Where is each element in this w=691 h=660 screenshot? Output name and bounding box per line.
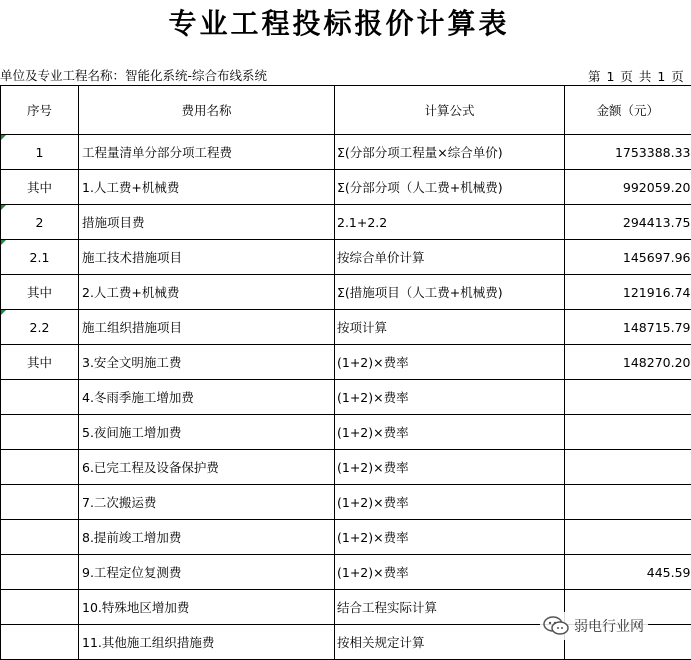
cell-no: 1 xyxy=(1,135,79,170)
cell-no: 其中 xyxy=(1,345,79,380)
table-row xyxy=(1,520,691,555)
cell-no: 其中 xyxy=(1,170,79,205)
cell-formula: (1+2)×费率 xyxy=(335,555,565,590)
cell-name: 9.工程定位复测费 xyxy=(79,555,335,590)
cell-name: 2.人工费+机械费 xyxy=(79,275,335,310)
cell-amount: 1753388.33 xyxy=(565,135,691,170)
table-row xyxy=(1,485,691,520)
cell-no xyxy=(1,625,79,660)
cell-formula: (1+2)×费率 xyxy=(335,415,565,450)
watermark-text: 弱电行业网 xyxy=(574,619,644,635)
table-row xyxy=(1,310,691,345)
cell-no xyxy=(1,485,79,520)
cell-name: 施工组织措施项目 xyxy=(79,310,335,345)
table-row xyxy=(1,205,691,240)
cell-no: 2.2 xyxy=(1,310,79,345)
cell-name: 5.夜间施工增加费 xyxy=(79,415,335,450)
table-row xyxy=(1,170,691,205)
cell-no: 2 xyxy=(1,205,79,240)
table-row xyxy=(1,415,691,450)
cell-no: 其中 xyxy=(1,275,79,310)
cell-formula: 2.1+2.2 xyxy=(335,205,565,240)
cell-name: 7.二次搬运费 xyxy=(79,485,335,520)
cell-no xyxy=(1,450,79,485)
cell-formula: Σ(分部分项工程量×综合单价) xyxy=(335,135,565,170)
cell-no xyxy=(1,555,79,590)
cell-amount: 445.59 xyxy=(565,555,691,590)
cell-name: 10.特殊地区增加费 xyxy=(79,590,335,625)
wechat-icon xyxy=(542,615,570,637)
table-row xyxy=(1,275,691,310)
cell-amount: 121916.74 xyxy=(565,275,691,310)
cell-amount: 145697.96 xyxy=(565,240,691,275)
cell-amount xyxy=(565,485,691,520)
cell-no: 2.1 xyxy=(1,240,79,275)
cell-formula: (1+2)×费率 xyxy=(335,345,565,380)
cell-formula: Σ(分部分项（人工费+机械费) xyxy=(335,170,565,205)
header-cell-name: 费用名称 xyxy=(79,86,335,135)
cell-name: 施工技术措施项目 xyxy=(79,240,335,275)
cell-formula: (1+2)×费率 xyxy=(335,380,565,415)
cell-formula: (1+2)×费率 xyxy=(335,520,565,555)
cell-formula: 按项计算 xyxy=(335,310,565,345)
header-cell-no: 序号 xyxy=(1,86,79,135)
cell-comment-marker xyxy=(1,205,6,210)
cell-name: 4.冬雨季施工增加费 xyxy=(79,380,335,415)
cell-amount: 148270.20 xyxy=(565,345,691,380)
cell-formula: 按综合单价计算 xyxy=(335,240,565,275)
cell-no xyxy=(1,415,79,450)
project-name: 单位及专业工程名称：智能化系统-综合布线系统 xyxy=(0,68,268,83)
cell-name: 11.其他施工组织措施费 xyxy=(79,625,335,660)
cell-name: 工程量清单分部分项工程费 xyxy=(79,135,335,170)
cell-formula: (1+2)×费率 xyxy=(335,485,565,520)
cell-formula: 按相关规定计算 xyxy=(335,625,565,660)
table-row xyxy=(1,345,691,380)
cell-amount: 294413.75 xyxy=(565,205,691,240)
cell-amount: 992059.20 xyxy=(565,170,691,205)
cell-amount: 148715.79 xyxy=(565,310,691,345)
header-cell-amount: 金额（元） xyxy=(565,86,691,135)
cell-no xyxy=(1,590,79,625)
cell-comment-marker xyxy=(1,240,6,245)
cell-amount xyxy=(565,450,691,485)
cell-comment-marker xyxy=(1,310,6,315)
header-cell-formula: 计算公式 xyxy=(335,86,565,135)
table-header-row xyxy=(1,86,691,135)
cell-formula: 结合工程实际计算 xyxy=(335,590,565,625)
cell-name: 1.人工费+机械费 xyxy=(79,170,335,205)
cell-name: 8.提前竣工增加费 xyxy=(79,520,335,555)
cell-comment-marker xyxy=(1,135,6,140)
cell-no xyxy=(1,520,79,555)
table-row xyxy=(1,240,691,275)
table-row xyxy=(1,135,691,170)
table-row xyxy=(1,450,691,485)
cell-amount xyxy=(565,520,691,555)
watermark xyxy=(540,612,648,640)
cell-name: 6.已完工程及设备保护费 xyxy=(79,450,335,485)
cell-formula: Σ(措施项目（人工费+机械费) xyxy=(335,275,565,310)
cell-name: 措施项目费 xyxy=(79,205,335,240)
page-indicator: 第 1 页 共 1 页 xyxy=(588,69,684,84)
page-title: 专业工程投标报价计算表 xyxy=(168,7,510,40)
cell-amount xyxy=(565,380,691,415)
cell-formula: (1+2)×费率 xyxy=(335,450,565,485)
cell-name: 3.安全文明施工费 xyxy=(79,345,335,380)
cell-amount xyxy=(565,415,691,450)
table-row xyxy=(1,555,691,590)
table-row xyxy=(1,380,691,415)
quotation-table xyxy=(0,85,691,660)
cell-no xyxy=(1,380,79,415)
